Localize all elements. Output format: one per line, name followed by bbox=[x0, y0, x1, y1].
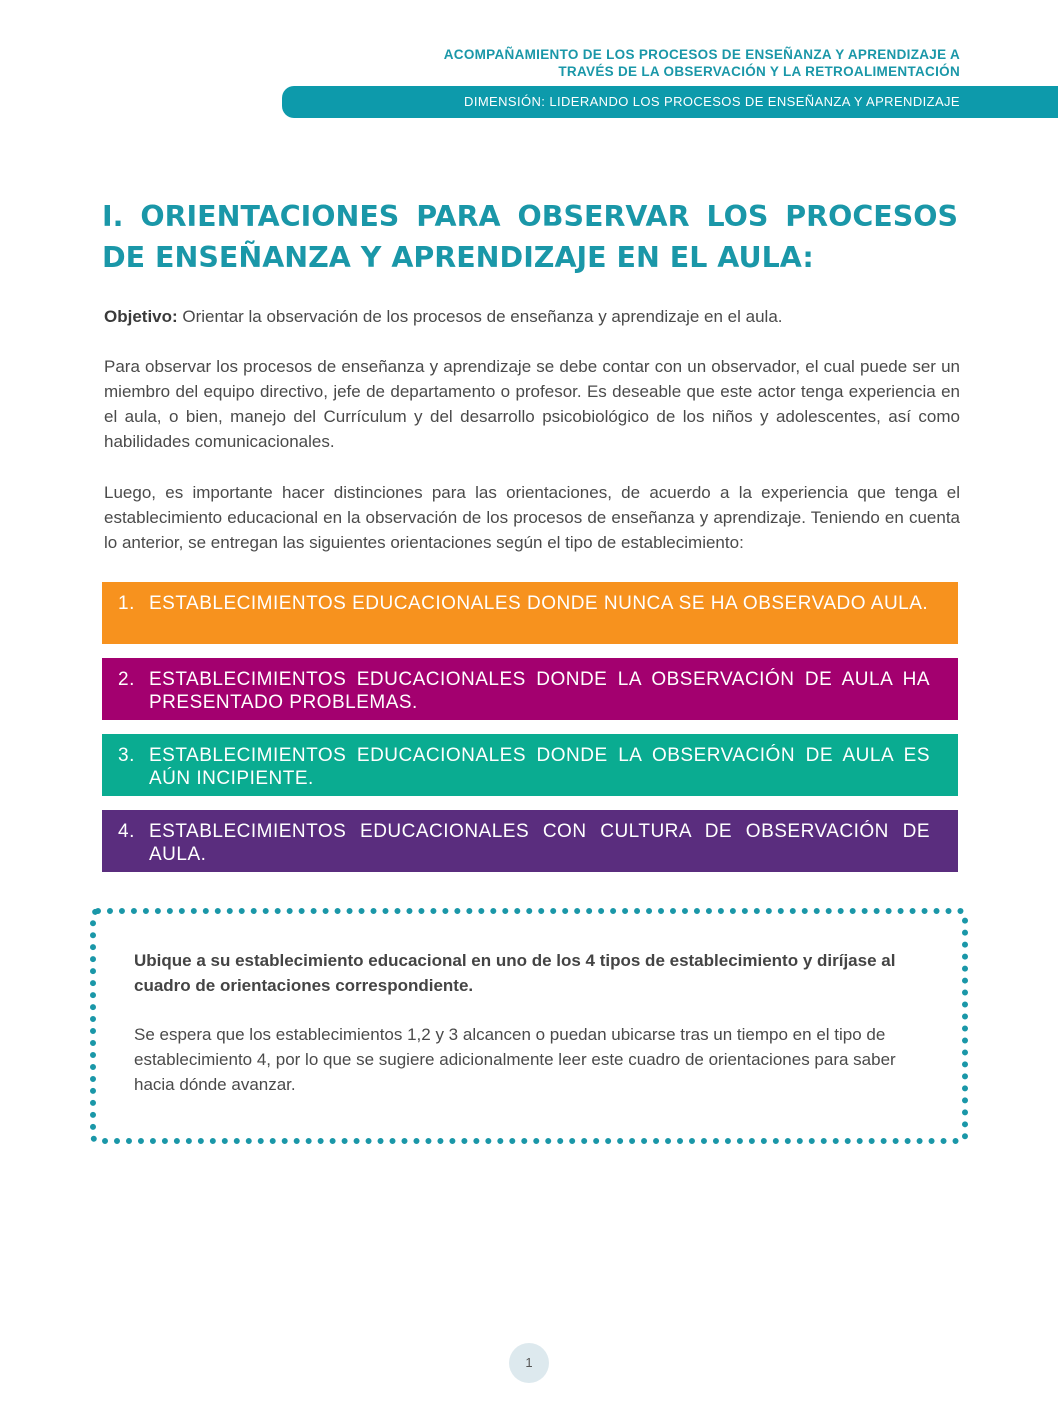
page-number-badge: 1 bbox=[509, 1343, 549, 1383]
category-number: 1. bbox=[118, 593, 135, 614]
objective-paragraph bbox=[104, 304, 960, 329]
category-label: ESTABLECIMIENTOS EDUCACIONALES CON CULTURA DE OBSERVACIÓN DE AULA. bbox=[149, 821, 930, 865]
category-band-3 bbox=[102, 734, 958, 796]
instruction-note-heading: Ubique a su establecimiento educacional en uno de los 4 tipos de establecimiento y diríjase al cuadro de orientaciones correspondiente. bbox=[134, 951, 896, 995]
category-label: ESTABLECIMIENTOS EDUCACIONALES DONDE LA OBSERVACIÓN DE AULA HA PRESENTADO PROBLEMAS. bbox=[149, 669, 930, 713]
category-number: 4. bbox=[118, 821, 135, 842]
instruction-note-text: Se espera que los establecimientos 1,2 y 3 alcancen o puedan ubicarse tras un tiempo en el tipo de establecimiento 4, por lo que se sugiere adicionalmente leer este cuadro de orientaciones para saber hacia dónde avanzar. bbox=[134, 1025, 896, 1094]
category-number: 2. bbox=[118, 669, 135, 690]
instruction-note-box bbox=[90, 908, 968, 1144]
dimension-label: DIMENSIÓN: LIDERANDO LOS PROCESOS DE ENSEÑANZA Y APRENDIZAJE bbox=[464, 94, 960, 109]
category-band-2 bbox=[102, 658, 958, 720]
header-title-line-2: TRAVÉS DE LA OBSERVACIÓN Y LA RETROALIMENTACIÓN bbox=[558, 64, 960, 79]
category-label: ESTABLECIMIENTOS EDUCACIONALES DONDE LA OBSERVACIÓN DE AULA ES AÚN INCIPIENTE. bbox=[149, 745, 930, 789]
objective-label: Objetivo: bbox=[104, 307, 178, 326]
category-band-4 bbox=[102, 810, 958, 872]
distinctions-paragraph: Luego, es importante hacer distinciones para las orientaciones, de acuerdo a la experiencia que tenga el establecimiento educacional en la observación de los procesos de enseñanza y aprendizaje. Teniendo en cuenta lo anterior, se entregan las siguientes orientaciones según el tipo de establecimiento: bbox=[104, 483, 960, 552]
category-band-1 bbox=[102, 582, 958, 644]
category-label: ESTABLECIMIENTOS EDUCACIONALES DONDE NUNCA SE HA OBSERVADO AULA. bbox=[149, 593, 929, 614]
category-number: 3. bbox=[118, 745, 135, 766]
observer-paragraph: Para observar los procesos de enseñanza y aprendizaje se debe contar con un observador, el cual puede ser un miembro del equipo directivo, jefe de departamento o profesor. Es deseable que este actor tenga experiencia en el aula, o bien, manejo del Currículum y del desarrollo psicobiológico de los niños y adolescentes, así como habilidades comunicacionales. bbox=[104, 357, 960, 451]
document-header-title bbox=[320, 46, 960, 80]
section-title: I. ORIENTACIONES PARA OBSERVAR LOS PROCESOS DE ENSEÑANZA Y APRENDIZAJE EN EL AULA: bbox=[102, 200, 958, 274]
header-title-line-1: ACOMPAÑAMIENTO DE LOS PROCESOS DE ENSEÑANZA Y APRENDIZAJE A bbox=[443, 47, 960, 62]
objective-text: Orientar la observación de los procesos de enseñanza y aprendizaje en el aula. bbox=[177, 307, 783, 326]
dimension-header-bar bbox=[282, 86, 1058, 118]
